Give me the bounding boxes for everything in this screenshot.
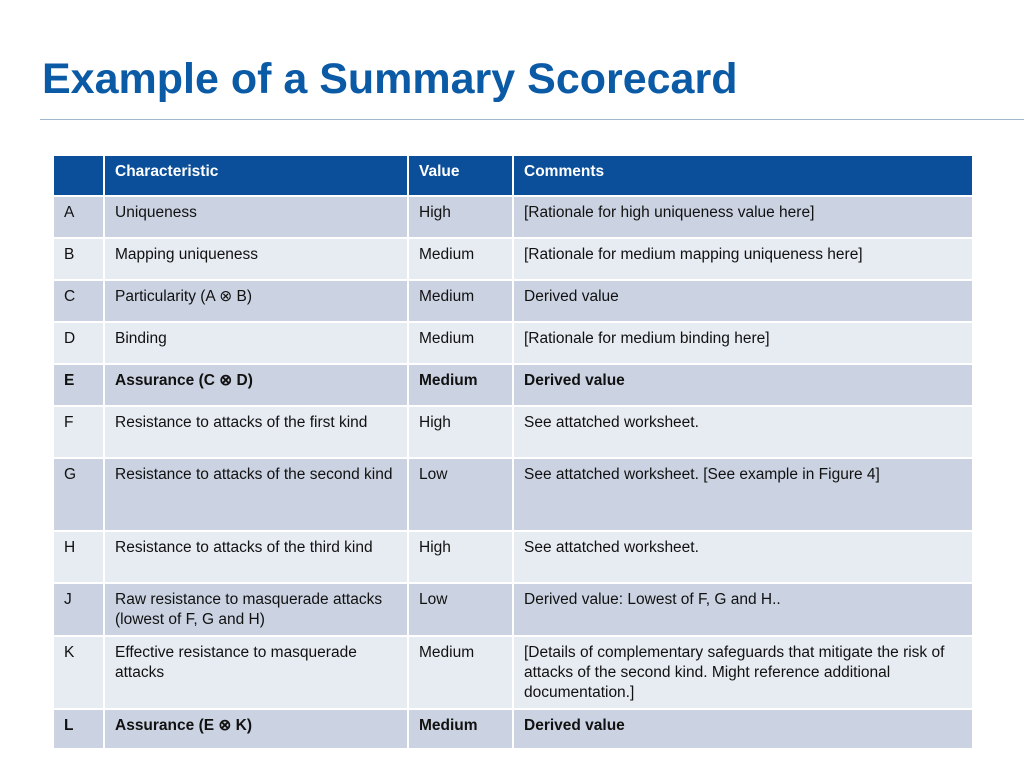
row-id: J	[53, 583, 104, 636]
row-comments: [Rationale for medium binding here]	[513, 322, 973, 364]
row-value: Medium	[408, 364, 513, 406]
row-value: High	[408, 196, 513, 238]
table-row	[53, 583, 973, 636]
row-id: G	[53, 458, 104, 531]
row-comments: [Rationale for high uniqueness value here]	[513, 196, 973, 238]
header-characteristic: Characteristic	[104, 155, 408, 196]
row-id: B	[53, 238, 104, 280]
row-characteristic: Resistance to attacks of the third kind	[104, 531, 408, 583]
row-comments: Derived value	[513, 364, 973, 406]
row-characteristic: Uniqueness	[104, 196, 408, 238]
row-comments: [Details of complementary safeguards that mitigate the risk of attacks of the second kind. Might reference additional documentation.]	[513, 636, 973, 709]
table-row	[53, 458, 973, 531]
row-id: E	[53, 364, 104, 406]
row-characteristic: Resistance to attacks of the second kind	[104, 458, 408, 531]
title-divider	[40, 119, 1024, 120]
row-value: Low	[408, 583, 513, 636]
table-row	[53, 406, 973, 458]
row-value: High	[408, 406, 513, 458]
row-id: L	[53, 709, 104, 749]
row-id: D	[53, 322, 104, 364]
row-id: C	[53, 280, 104, 322]
page-title: Example of a Summary Scorecard	[42, 55, 738, 103]
row-comments: [Rationale for medium mapping uniqueness here]	[513, 238, 973, 280]
row-value: Medium	[408, 280, 513, 322]
header-value: Value	[408, 155, 513, 196]
header-comments: Comments	[513, 155, 973, 196]
row-value: Medium	[408, 636, 513, 709]
row-comments: See attatched worksheet.	[513, 531, 973, 583]
row-value: Low	[408, 458, 513, 531]
row-value: Medium	[408, 238, 513, 280]
table-row	[53, 238, 973, 280]
table-row	[53, 322, 973, 364]
table-row	[53, 196, 973, 238]
row-characteristic: Raw resistance to masquerade attacks (lowest of F, G and H)	[104, 583, 408, 636]
row-characteristic: Effective resistance to masquerade attacks	[104, 636, 408, 709]
table-row	[53, 709, 973, 749]
row-characteristic: Particularity (A ⊗ B)	[104, 280, 408, 322]
table-row	[53, 636, 973, 709]
row-comments: Derived value: Lowest of F, G and H..	[513, 583, 973, 636]
row-comments: Derived value	[513, 280, 973, 322]
row-id: K	[53, 636, 104, 709]
row-id: F	[53, 406, 104, 458]
row-value: High	[408, 531, 513, 583]
row-id: A	[53, 196, 104, 238]
row-comments: See attatched worksheet.	[513, 406, 973, 458]
row-characteristic: Assurance (C ⊗ D)	[104, 364, 408, 406]
table-row	[53, 280, 973, 322]
row-comments: Derived value	[513, 709, 973, 749]
row-characteristic: Resistance to attacks of the first kind	[104, 406, 408, 458]
row-value: Medium	[408, 322, 513, 364]
row-characteristic: Binding	[104, 322, 408, 364]
row-characteristic: Assurance (E ⊗ K)	[104, 709, 408, 749]
scorecard-table	[52, 154, 974, 750]
header-id	[53, 155, 104, 196]
row-comments: See attatched worksheet. [See example in Figure 4]	[513, 458, 973, 531]
table-row	[53, 531, 973, 583]
row-value: Medium	[408, 709, 513, 749]
table-row	[53, 364, 973, 406]
row-id: H	[53, 531, 104, 583]
header-row	[53, 155, 973, 196]
row-characteristic: Mapping uniqueness	[104, 238, 408, 280]
